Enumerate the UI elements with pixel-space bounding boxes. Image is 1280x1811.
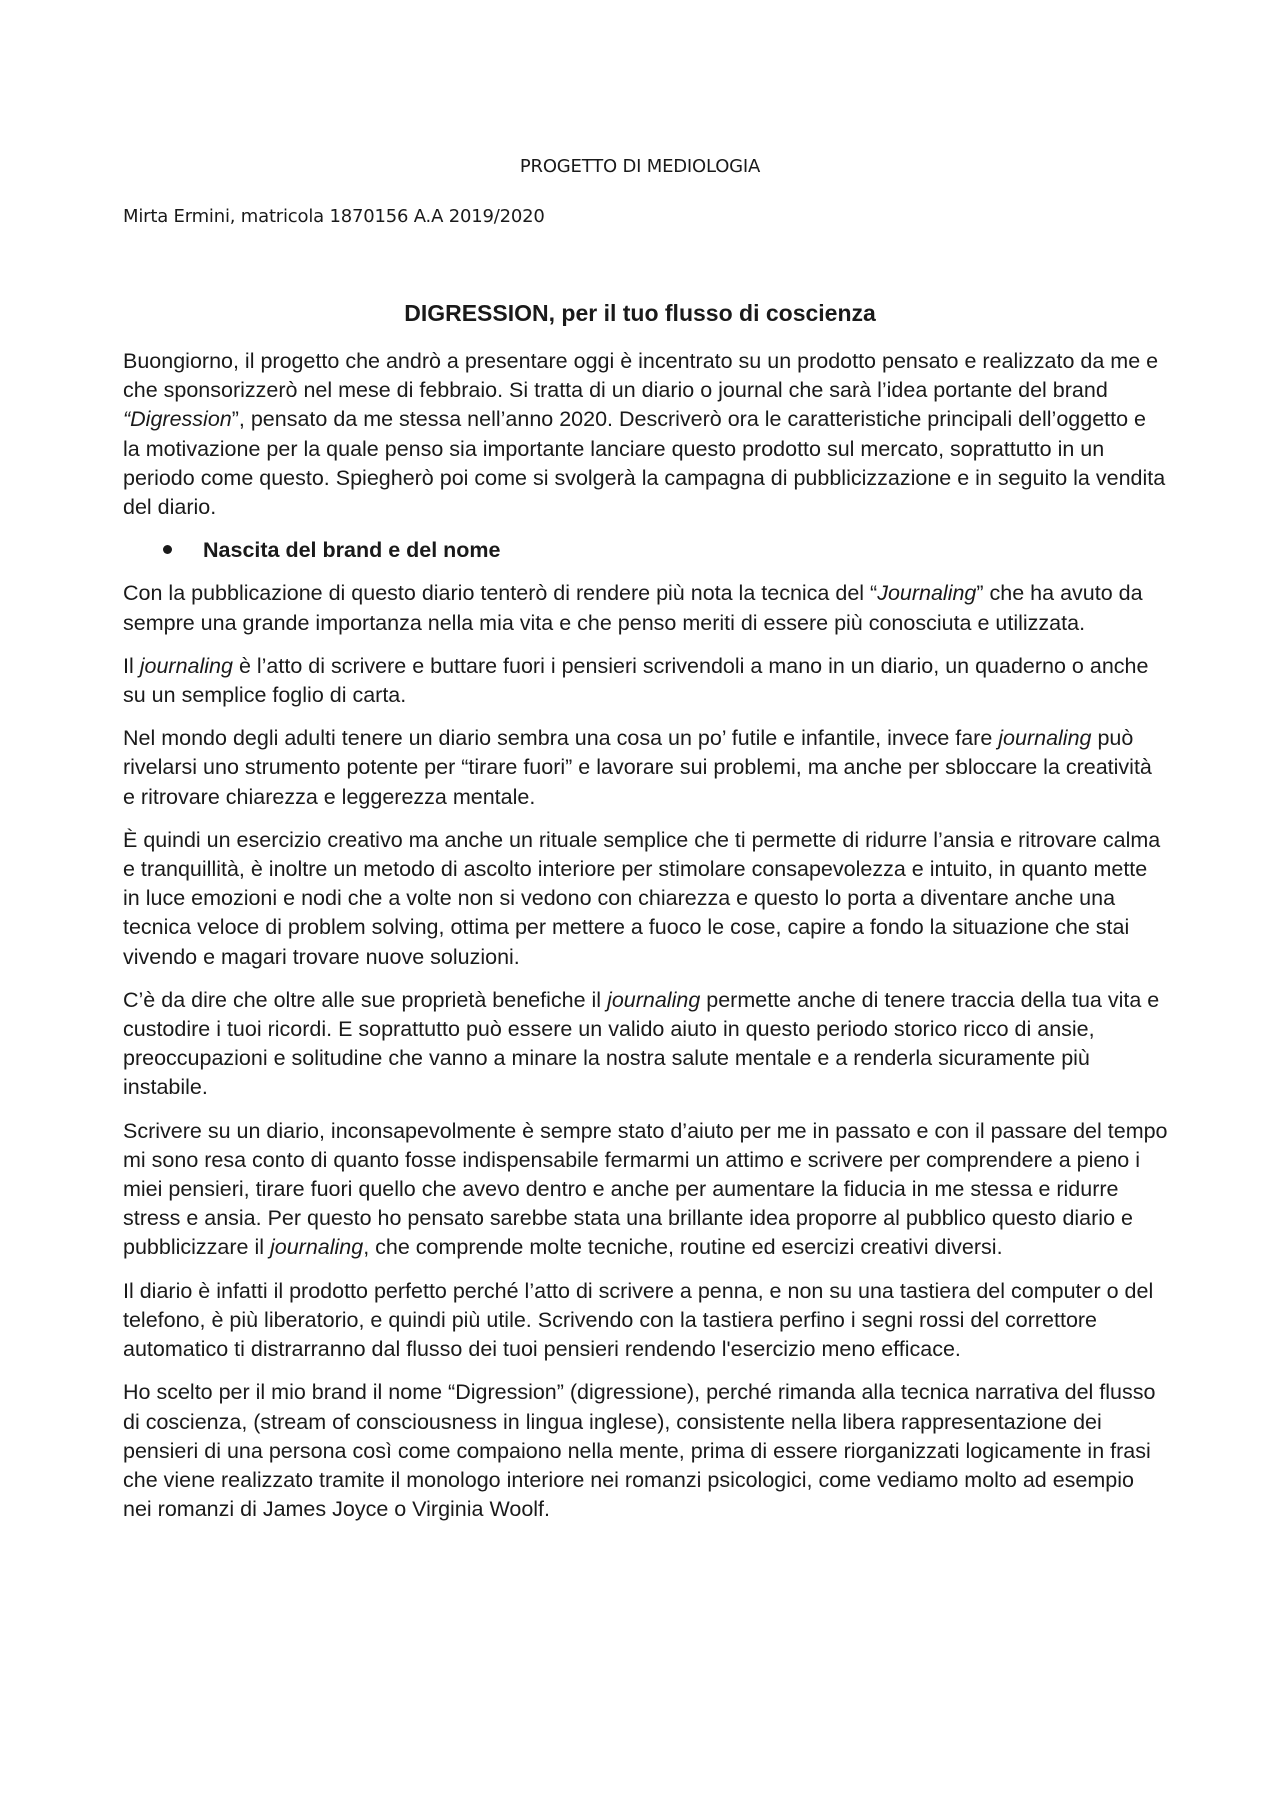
paragraph-journaling-definition: [123, 652, 1168, 710]
italic-run: journaling: [269, 1235, 364, 1260]
text-run: Con la pubblicazione di questo diario tenterò di rendere più nota la tecnica del “: [123, 581, 878, 606]
italic-run: journaling: [607, 987, 701, 1012]
text-run: , che comprende molte tecniche, routine ed esercizi creativi diversi.: [363, 1235, 1003, 1260]
italic-run: journaling: [139, 653, 233, 678]
italic-run: journaling: [998, 726, 1092, 751]
paragraph-intro: [123, 347, 1168, 522]
italic-run: Journaling: [877, 581, 977, 606]
text-run: Nel mondo degli adulti tenere un diario sembra una cosa un po’ futile e infantile, invece fare: [123, 726, 999, 751]
paragraph-pen-writing: Il diario è infatti il prodotto perfetto perché l’atto di scrivere a penna, e non su una tastiera del computer o del telefono, è più liberatorio, e quindi più utile. Scrivendo con la tastiera perfino i segni rossi del correttore automatico ti distrarranno dal flusso dei tuoi pensieri rendendo l'esercizio meno efficace.: [123, 1278, 1154, 1362]
text-run: può rivelarsi uno strumento potente per “tirare fuori” e lavorare sui problemi, ma anche per sbloccare la creatività e ritrovare chiarezza e leggerezza mentale.: [123, 726, 1152, 809]
text-run: Scrivere su un diario, inconsapevolmente è sempre stato d’aiuto per me in passato e con il passare del tempo mi sono resa conto di quanto fosse indispensabile fermarmi un attimo e scrivere per comprendere a pieno i miei pensieri, tirare fuori quello che avevo dentro e anche per aumentare la fiducia in me stessa e ridurre stress e ansia. Per questo ho pensato sarebbe stata una brillante idea proporre al pubblico questo diario e pubblicizzare il: [123, 1118, 1168, 1260]
italic-run: “Digression: [123, 407, 232, 432]
author-line: Mirta Ermini, matricola 1870156 A.A 2019/2020: [123, 206, 545, 227]
paragraph-benefits: [123, 986, 1168, 1103]
text-run: Buongiorno, il progetto che andrò a presentare oggi è incentrato su un prodotto pensato e realizzato da me e che sponsorizzerò nel mese di febbraio. Si tratta di un diario o journal che sarà l’idea portante del brand: [123, 349, 1159, 403]
paragraph-personal: [123, 1117, 1168, 1263]
paragraph-journaling-intro: [123, 579, 1168, 637]
bullet-heading: [123, 536, 1168, 565]
paragraph-creative-exercise: È quindi un esercizio creativo ma anche un rituale semplice che ti permette di ridurre l’ansia e ritrovare calma e tranquillità, è inoltre un metodo di ascolto interiore per stimolare consapevolezza e intuito, in quanto mette in luce emozioni e nodi che a volte non si vedono con chiarezza e questo lo porta a diventare anche una tecnica veloce di problem solving, ottima per mettere a fuoco le cose, capire a fondo la situazione che stai vivendo e magari trovare nuove soluzioni.: [123, 827, 1161, 969]
document-title: DIGRESSION, per il tuo flusso di coscienza: [404, 300, 876, 326]
bullet-icon: [163, 545, 172, 554]
text-run: è l’atto di scrivere e buttare fuori i pensieri scrivendoli a mano in un diario, un quaderno o anche su un semplice foglio di carta.: [123, 653, 1149, 708]
text-run: permette anche di tenere traccia della tua vita e custodire i tuoi ricordi. E soprattutto può essere un valido aiuto in questo periodo storico ricco di ansie, preoccupazioni e solitudine che vanno a minare la nostra salute mentale e a renderla sicuramente più instabile.: [123, 987, 1160, 1100]
bullet-heading-label: Nascita del brand e del nome: [203, 538, 501, 563]
document-body: [123, 347, 1168, 1538]
project-label: PROGETTO DI MEDIOLOGIA: [519, 156, 761, 177]
text-run: ”, pensato da me stessa nell’anno 2020. Descriverò ora le caratteristiche principali dell’oggetto e la motivazione per la quale penso sia importante lanciare questo prodotto sul mercato, soprattutto in un periodo come questo. Spiegherò poi come si svolgerà la campagna di pubblicizzazione e in seguito la vendita del diario.: [123, 407, 1166, 520]
text-run: ” che ha avuto da sempre una grande importanza nella mia vita e che penso meriti di essere più conosciuta e utilizzata.: [123, 581, 1143, 635]
text-run: C’è da dire che oltre alle sue proprietà benefiche il: [123, 987, 608, 1012]
paragraph-brand-name: Ho scelto per il mio brand il nome “Digression” (digressione), perché rimanda alla tecnica narrativa del flusso di coscienza, (stream of consciousness in lingua inglese), consistente nella libera rappresentazione dei pensieri di una persona così come compaiono nella mente, prima di essere riorganizzati logicamente in frasi che viene realizzato tramite il monologo interiore nei romanzi psicologici, come vediamo molto ad esempio nei romanzi di James Joyce o Virginia Woolf.: [123, 1380, 1156, 1522]
paragraph-adults: [123, 724, 1168, 812]
text-run: Il: [123, 653, 140, 678]
